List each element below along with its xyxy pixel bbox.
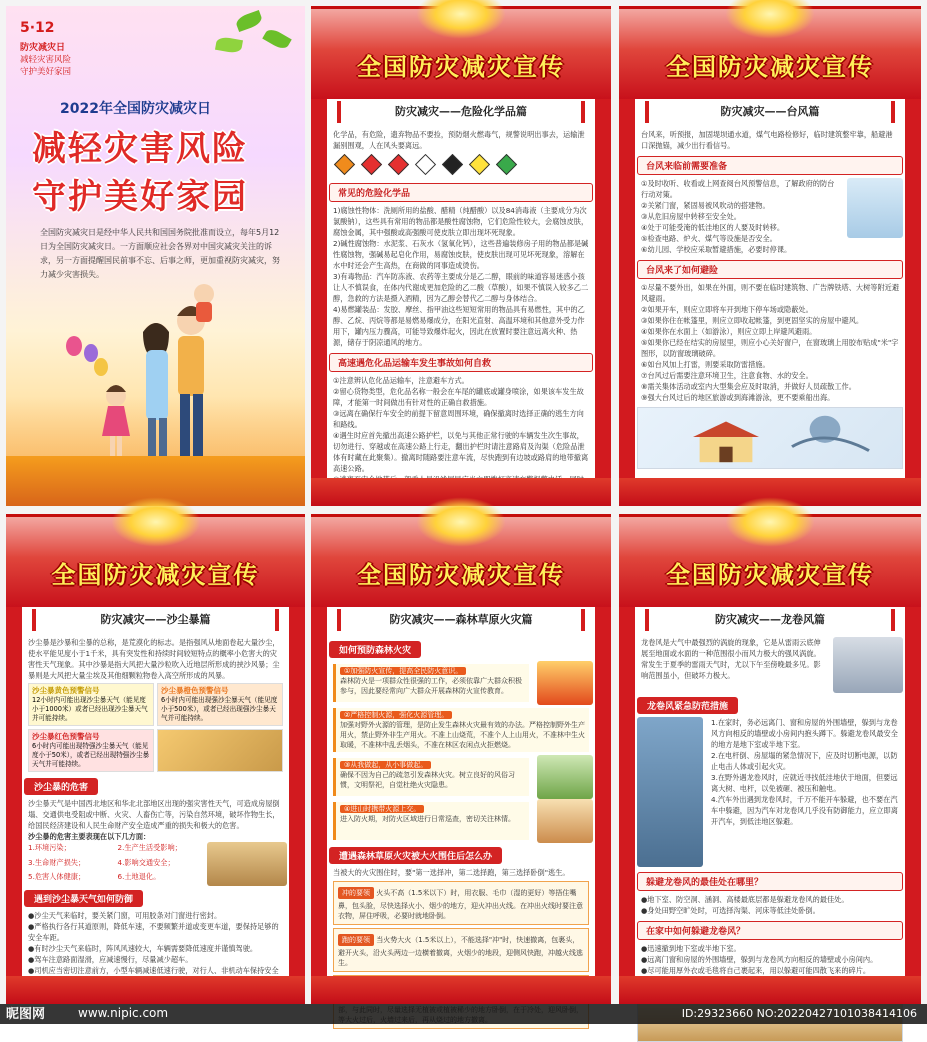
heading-sandstorm-defense: 遇到沙尘暴天气如何防御 [24, 890, 143, 907]
oxidizer-icon [469, 154, 490, 175]
list-item: 3.在野外遇龙卷风时，应就近寻找低洼地伏于地面，但要远离大树、电杆，以免被砸、被压和触电。 [711, 773, 898, 793]
side-border [619, 607, 635, 1004]
list-item: ●地下室、防空洞、涵洞、高楼最底层都是躲避龙卷风的最佳处。 [641, 895, 849, 904]
list-item: 4.汽车外出遇到龙卷风时，千万不能开车躲避，也不要在汽车中躲避，因为汽车对龙卷风几乎没有防御能力，应立即离开汽车，到低洼地区躲避。 [711, 795, 898, 826]
heading-typhoon-avoidance: 台风来了如何避险 [637, 260, 903, 279]
forest-item-block [329, 755, 593, 799]
panel-sandstorm [6, 514, 305, 1004]
flammable-icon [361, 154, 382, 175]
list-item: ④处于可能受淹的低洼地区的人要及时转移。 [641, 223, 785, 232]
harm-subheading: 沙尘暴的危害主要表现在以下几方面： [28, 832, 151, 841]
balloon-icon [66, 336, 82, 356]
list-item: ⑥幼儿园、学校应采取暂避措施，必要时停课。 [641, 245, 792, 254]
rescue-step-1: ①注意辨认危化品运输车，注意避车方式。 [333, 376, 469, 385]
list-item: ②如果开车，则应立即将车开到地下停车场或隐蔽处。 [641, 305, 813, 314]
run-text: 当火势大火（1.5米以上），不能选择"冲"时，快速撤离，包裹头，避开火头，沿火头两边一边横着撤离，火烟少的地段，迎侧风快跑，冲越火线逃生。 [338, 936, 583, 967]
banner [311, 9, 611, 99]
cover-headline-1: 减轻灾害风险 [32, 129, 248, 169]
watermark-id: ID:29323660 NO:20220427101038414106 [681, 1007, 917, 1020]
explosive-icon [334, 154, 355, 175]
red-warning-title: 沙尘暴红色预警信号 [32, 732, 100, 741]
list-item: ●身处田野空旷处时，可选择沟渠、河床等低洼处卧倒。 [641, 906, 820, 915]
section-title: 防灾减灾——沙尘暴篇 [32, 609, 279, 631]
list-item: ①尽量不要外出，如果在外面，则不要在临时建筑物、广告牌铁塔、大树等附近避风避雨。 [641, 283, 900, 303]
banner [619, 517, 921, 607]
orange-warning-text: 6小时内可能出现强沙尘暴天气（能见度小于500米），或者已经出现强沙尘暴天气并可能持续。 [161, 696, 278, 722]
heading-trapped-by-fire: 遭遇森林草原火灾被大火围住后怎么办 [329, 847, 502, 864]
cover-date: 5·12 [20, 20, 55, 36]
dusty-city-photo [207, 842, 287, 886]
side-border [6, 607, 22, 1004]
red-warning [28, 729, 154, 772]
orange-warning [157, 683, 283, 726]
harm-item: 1.环境污染； [28, 843, 71, 852]
list-item: ⑤如果你已经在结实的房屋里，则应小心关好窗户，在窗玻璃上用胶布贴成"米"字图形，以防窗玻璃破碎。 [641, 338, 899, 358]
cover-intro: 全国防灾减灾日是经中华人民共和国国务院批准而设立，每年5月12日为全国防灾减灾日。一方面顺应社会各界对中国灾减灾关注的诉求，另一方面提醒国民前事不忘、后事之师，更加重视防灾减灾，努力减少灾害损失。 [40, 228, 280, 279]
sun-decoration [111, 497, 201, 547]
tip-item: ●沙尘天气来临时，要关紧门窗，可用胶条对门窗进行密封。 [28, 911, 222, 920]
list-item: ⑧需关集体活动或室内大型集会应及时取消，并做好人员疏散工作。 [641, 382, 856, 391]
banner-title: 全国防灾减灾宣传 [666, 53, 874, 81]
list-item: ⑦台风过后需要注意环境卫生，注意食物、水的安全。 [641, 371, 813, 380]
section-title: 防灾减灾——台风篇 [645, 101, 895, 123]
rescue-step-3: ③远离在确保行车安全的前提下留意周围环境，确保撤离时选择正确的逃生方向和路线。 [333, 409, 584, 429]
list-item: 2.在电杆倒、房屋塌的紧急情况下，应及时切断电源，以防止电击人体或引起火灾。 [711, 751, 898, 771]
list-item: ●远离门窗和房屋的外围墙壁，躲到与龙卷风方向相反的墙壁或小房间内。 [641, 955, 878, 964]
panel-tornado [619, 514, 921, 1004]
section-title: 防灾减灾——森林草原火灾篇 [337, 609, 585, 631]
leaf-decoration [234, 10, 263, 32]
rescue-step-2: ②留心货物类型，危化品名称一般会在车尾的罐底或罐身喷涂，如果该车发生故障，才能第一时间做出有针对性的正确自救措施。 [333, 387, 584, 407]
heading-tornado-emergency: 龙卷风紧急防范措施 [637, 697, 738, 714]
forest-tip-4 [333, 802, 529, 840]
heading-sandstorm-harm: 沙尘暴的危害 [24, 778, 98, 795]
side-border [595, 99, 611, 506]
sandstorm-photo [157, 729, 283, 772]
yellow-warning [28, 683, 154, 726]
chem-point-3: 3)有毒物品：汽车防冻液、农药等主要成分是乙二醇，眼前的味道容易迷惑小孩让人不慎误食，在体内代谢成更加危险的乙二酸（草酸），如果不慎误入较多乙二醇，急救的方法是摄入酒精，因为乙醇会替代乙二醇与身体结合。 [333, 272, 589, 303]
side-border [595, 607, 611, 1004]
section-title: 防灾减灾——危险化学品篇 [337, 101, 585, 123]
typhoon-cartoon [847, 178, 903, 238]
side-border [905, 99, 921, 506]
panel-hazardous-chemicals [311, 6, 611, 506]
forest-tip-text: 森林防火是一项群众性很强的工作，必须依靠广大群众积极参与，因此要经常向广大群众开展森林防火宣传教育。 [340, 677, 522, 695]
rescue-step-4: ④遇生时应首先撤出高速公路护栏，以免与其他正常行驶的车辆发生次生事故，切勿进行、穿越或在高速公路上行走，翻出护栏时请注意路肩及沟渠（危险品泄体有时藏在此聚集）。撤离时随路要注意车流，尽快跑到有边坡或路肩的地带撤离高速公路。 [333, 431, 589, 473]
tip-item: ●驾车注意路面湿滑，应减速慢行，尽量减少超车。 [28, 955, 193, 964]
ranger-art [537, 755, 593, 799]
corrosive-icon [442, 154, 463, 175]
run-tag: 跑的要领 [338, 934, 374, 946]
panel-footer [619, 976, 921, 1004]
forest-tip-title: ②严格控制火源，强化火源管理。 [340, 711, 452, 719]
toxic-icon [415, 154, 436, 175]
side-border [311, 607, 327, 1004]
list-item: ①及时收听、收看或上网查阅台风预警信息，了解政府的防台行动对策。 [641, 179, 835, 199]
banner [311, 517, 611, 607]
forest-tip-3 [333, 758, 529, 796]
banner [619, 9, 921, 99]
banner-title: 全国防灾减灾宣传 [666, 561, 874, 589]
tornado-illustration [833, 637, 903, 693]
sun-decoration [416, 497, 506, 547]
heading-highway-self-rescue: 高速遇危化品运输车发生事故如何自救 [329, 353, 593, 372]
list-item: ②关紧门窗，紧固易被风吹动的搭建物。 [641, 201, 770, 210]
side-border [289, 607, 305, 1004]
banner-title: 全国防灾减灾宣传 [357, 561, 565, 589]
run-tips [333, 928, 589, 972]
list-item: ⑨强大台风过后的地区旅游或到海滩游泳，更不要乘船出海。 [641, 393, 835, 402]
panel-body [329, 637, 593, 974]
heading-prevent-forest-fire: 如何预防森林火灾 [329, 641, 421, 658]
before-typhoon-block [637, 178, 903, 255]
watermark-logo: 昵图网 [6, 1007, 46, 1022]
list-item: ⑤检查电路、炉火、煤气等设施是否安全。 [641, 234, 777, 243]
harm-item: 5.危害人体健康； [28, 872, 86, 882]
tip-item: ●严格执行各行其道原则，降低车速，不要频繁并道或变更车道，要保持足够的安全车距。 [28, 922, 279, 942]
list-item: ●迅速撤到地下室或半地下室。 [641, 944, 741, 953]
rush-tips [333, 881, 589, 925]
warning-signals [24, 681, 287, 774]
banner-title: 全国防灾减灾宣传 [51, 561, 260, 589]
watermark-bar [0, 1004, 927, 1024]
panel-body [637, 129, 903, 476]
side-border [311, 99, 327, 506]
cover-tag-1: 防灾减灾日 [20, 43, 66, 53]
list-item: ⑥如台风加上打雷，则要采取防雷措施。 [641, 360, 770, 369]
cover-tagline [20, 42, 71, 78]
intro-text: 沙尘暴是沙暴和尘暴的总称，是荒漠化的标志。是指强风从地面卷起大量沙尘，使水平能见度小于1千米，具有突发性和持续时间较短特点的概率小危害大的灾害性天气现象。其中沙暴是指大风把大量沙粒吹入近地层所形成的挟沙风暴；尘暴则是大风把大量尘埃及其他细颗粒物卷入高空所形成的风暴。 [28, 638, 280, 680]
panel-body [637, 637, 903, 974]
list-item: ③如果你住在帐篷里，则应立即收起帐篷，到更固坚实的房屋中避风。 [641, 316, 864, 325]
forest-tip-1 [333, 664, 529, 702]
banner-title: 全国防灾减灾宣传 [357, 53, 565, 81]
panel-forest-fire [311, 514, 611, 1004]
before-list [637, 178, 843, 255]
tip-item: ●司机应当密切注意前方，小型车辆减速低速行驶，对行人、非机动车保持安全 [28, 966, 279, 975]
rush-tag: 冲的要领 [338, 887, 374, 899]
cover-tag-3: 守护美好家园 [20, 67, 72, 77]
list-item: ●尽可能用厚外衣或毛毯将自己裹起来，用以躲避可能四散飞来的碎片。 [641, 966, 871, 975]
banner [6, 517, 305, 607]
sun-decoration [416, 0, 506, 39]
chem-point-2: 2)碱性腐蚀物：水泥浆、石灰水（氢氧化钙），这些普遍装修房子用的物品都是碱性腐蚀物，强碱易起皂化作用，易腐蚀皮肤，使皮肤出现可见坏死现象，溶解在水中时还会产生高热，在商做的同事造成烫伤。 [333, 239, 589, 270]
red-warning-text: 6小时内可能出现特强沙尘暴天气（能见度小于50米），或者已经出现特强沙尘暴天气并可能持续。 [32, 742, 150, 768]
chem-point-1: 1)腐蚀性物体：洗厕所用的盐酸、醋精（纯醋酸）以及84消毒液（主要成分为次氯酸钠），这些具有常用的物品都是酸性腐蚀物，它们危险性较大，会腐蚀皮肤，腐蚀金属，其中强酸或高强酸可使皮肤立即出现坏死现象。 [333, 206, 589, 237]
measures-list [707, 717, 903, 867]
heading-common-chemicals: 常见的危险化学品 [329, 183, 593, 202]
harm-list [24, 842, 203, 886]
rush-text: 火头不高（1.5米以下）时，用衣服、毛巾（湿的更好）等捂住嘴鼻，包头脸，尽快选择火小、烟少的地方，迎火冲出火线。在冲出火线时要注意衣物，屏住呼吸，必要时就地卧倒。 [338, 889, 583, 920]
list-item: ③从危旧房屋中转移至安全处。 [641, 212, 741, 221]
flooded-house-art [637, 717, 703, 867]
forest-tip-title: ③从我做起，从小事做起。 [340, 761, 431, 769]
cover-headline-2: 守护美好家园 [32, 177, 248, 217]
heading-best-shelter: 躲避龙卷风的最佳处在哪里？ [637, 872, 903, 891]
forest-tip-text: 进入防火期，对防火区域进行日常巡查，密切关注林情。 [340, 815, 515, 823]
section-title: 防灾减灾——龙卷风篇 [645, 609, 895, 631]
forest-tip-2 [333, 708, 589, 752]
heading-home-shelter: 在家中如何躲避龙卷风？ [637, 921, 903, 940]
tip-item: ●有时沙尘天气来临时，阵风风速较大，车辆需要降低速度并谨慎驾驶。 [28, 944, 258, 953]
forest-item-block [329, 799, 593, 843]
cover-tag-2: 减轻灾害风险 [20, 55, 72, 65]
harm-item: 4.影响交通安全； [117, 857, 175, 867]
trapped-intro: 当被大的火灾围住时，要"第一选择冲，第二选择跑，第三选择卧倒"逃生。 [333, 868, 570, 877]
intro-text: 龙卷风是大气中最强烈的涡旋的现象，它是从雷雨云底伸展至地面或水面的一种范围很小而风力极大的强风涡旋。常发生于夏季的雷雨天气时，尤以下午至傍晚最多见。影响范围虽小，但破坏力极大。 [641, 638, 821, 680]
chem-point-4: 4)易燃罐装品：发胶、摩丝、指甲油这些短短常用的物品具有易燃性，其中的乙醇、乙烷、丙烷等都是易燃易爆成分，在阳光直射、高温环境和其他意外受力作用下，罐内压力骤高，可能导致爆炸起火，因此在放置时要注意远离火种、热源，储存于阴凉通风的地方。 [333, 305, 585, 347]
yellow-warning-title: 沙尘暴黄色预警信号 [32, 686, 100, 695]
yellow-warning-text: 12小时内可能出现沙尘暴天气（能见度小于1000米）或者已经出现沙尘暴天气并可能持续。 [32, 696, 148, 722]
typhoon-house-illustration [637, 407, 903, 469]
panel-typhoon [619, 6, 921, 506]
forest-tip-title: ④进山时携带火源上交。 [340, 805, 424, 813]
forest-fire-art [537, 661, 593, 705]
side-border [905, 607, 921, 1004]
cover-panel [6, 6, 305, 506]
panel-footer [6, 976, 305, 1004]
tornado-intro-block [637, 637, 903, 693]
side-border [619, 99, 635, 506]
leaf-decoration [215, 36, 243, 54]
watermark-url[interactable]: www.nipic.com [78, 1006, 169, 1020]
family-illustration [86, 276, 256, 476]
forest-tip-text: 加强对野外火源的管理，是防止发生森林火灾最有效的办法。严格控制野外生产用火，禁止野外非生产用火。不准上山烧荒，不准个人上山用火，不准林中生火取暖，不准林中乱丢烟头，不准在林区农闲点火拒燃烧。 [340, 721, 585, 749]
forest-tip-text: 确保不因为自己的疏忽引发森林火灾。树立良好的风俗习惯，文明祭祀，自觉杜绝火灾隐患。 [340, 771, 515, 789]
tornado-measures-block [637, 717, 903, 867]
harm-block [24, 842, 287, 886]
harm-item: 3.生命财产损失； [28, 857, 86, 867]
heading-before-typhoon: 台风来临前需要准备 [637, 156, 903, 175]
gas-icon [496, 154, 517, 175]
campfire-art [537, 799, 593, 843]
sun-decoration [725, 0, 815, 39]
harm-item: 2.生产生活受影响； [117, 843, 182, 852]
panel-body [329, 129, 593, 476]
list-item: 1.在家时，务必远离门、窗和房屋的外围墙壁，躲到与龙卷风方向相反的墙壁或小房间内抱头蹲下。躲避龙卷风最安全的地方是地下室或半地下室。 [711, 718, 898, 749]
forest-tip-title: ①加强防火宣传，提高全民防火意识。 [340, 667, 466, 675]
sun-decoration [725, 497, 815, 547]
panel-body [24, 637, 287, 974]
flammable-liquid-icon [388, 154, 409, 175]
intro-text: 台风来，听预报，加固堤坝通水道，煤气电路检修好，临时建筑整牢靠，船避港口深抛锚，减少出行看信号。 [641, 130, 893, 150]
hazard-symbols [329, 151, 593, 178]
intro-text: 化学品，有危险，遗弃物品不要捡，预防烟火燃毒气，规警说明出事去，运输泄漏别围观，人在风头要离远。 [333, 130, 585, 150]
orange-warning-title: 沙尘暴橙色预警信号 [161, 686, 229, 695]
leaf-decoration [262, 26, 292, 51]
harm-item: 6.土地退化。 [117, 872, 161, 882]
list-item: ④如果你在水面上（如游泳），则应立即上岸避风避雨。 [641, 327, 817, 336]
cover-subtitle: 2022年全国防灾减灾日 [60, 101, 211, 117]
forest-item-block [329, 661, 593, 705]
panel-footer [311, 976, 611, 1004]
harm-text: 沙尘暴天气是中国西北地区和华北北部地区出现的强灾害性天气，可造成房屋倒塌、交通供电受阻或中断、火灾、人畜伤亡等，污染自然环境，破坏作物生长，给国民经济建设和人民生命财产安全造成严重的损失和极大的危害。 [28, 799, 280, 830]
